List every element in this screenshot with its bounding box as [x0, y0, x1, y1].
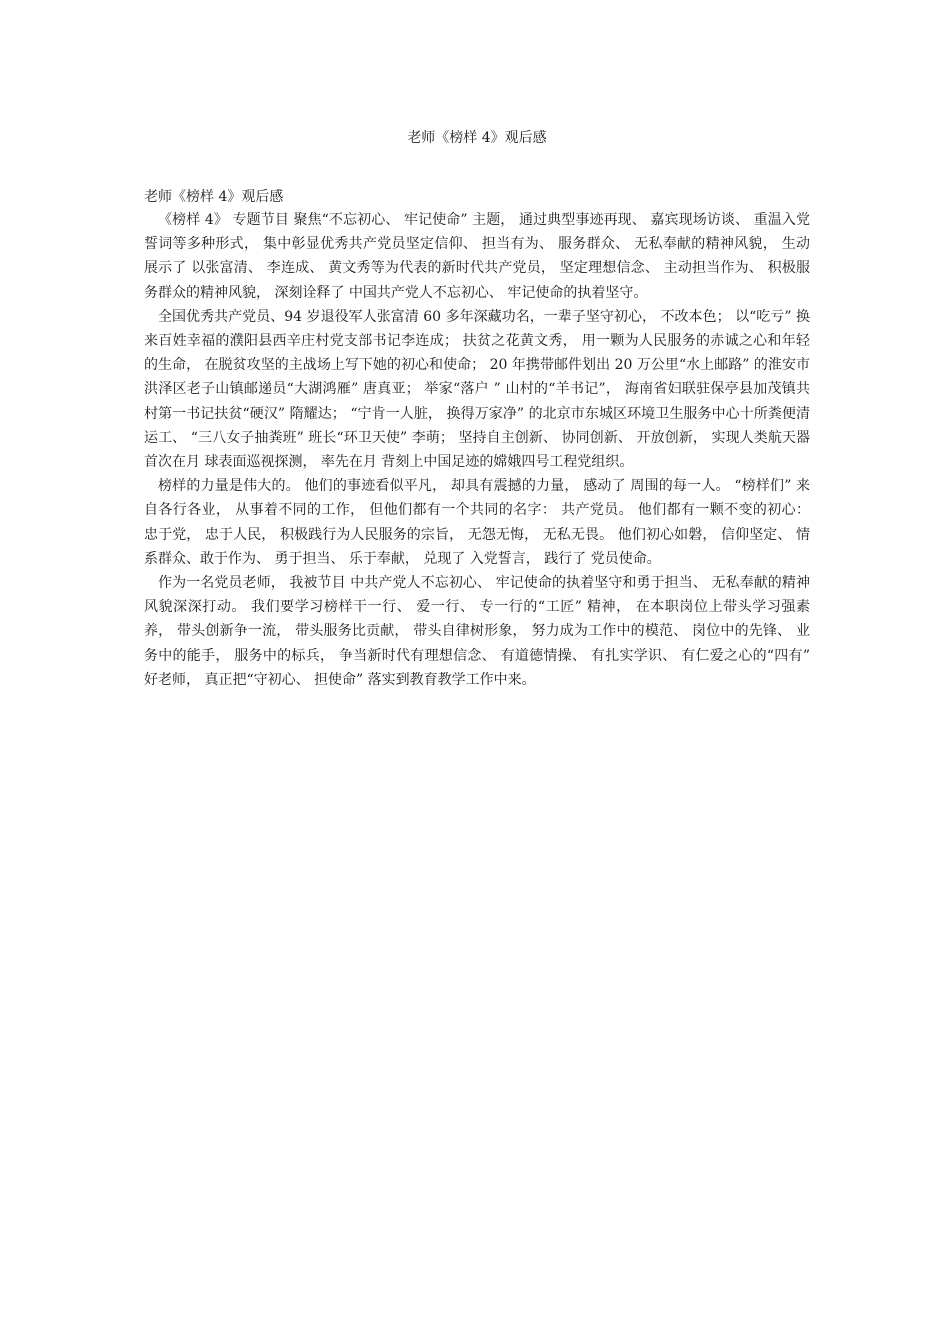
paragraph-role-models: 全国优秀共产党员、94 岁退役军人张富清 60 多年深藏功名，一辈子坚守初心， 不改本色； 以“吃亏” 换来百姓幸福的濮阳县西辛庄村党支部书记李连成； 扶贫之花黄文秀， 用一颗为人民服务的赤诚之心和年轻的生命， 在脱贫攻坚的主战场上写下她的初心和使命； 20 年携带邮件划出 20 万公里“水上邮路” 的淮安市洪泽区老子山镇邮递员“大湖鸿雁” 唐真亚； 举家“落户 ” 山村的“羊书记”， 海南省妇联驻保亭县加茂镇共村第一书记扶贫“硬汉” 隋耀达； “宁肯一人脏， 换得万家净” 的北京市东城区环境卫生服务中心十所粪便清运工、 “三八女子抽粪班” 班长“环卫天使” 李萌； 坚持自主创新、 协同创新、 开放创新， 实现人类航天器首次在月 球表面巡视探测， 率先在月 背刻上中国足迹的嫦娥四号工程党组织。 — [144, 308, 810, 471]
document-subtitle: 老师《榜样 4》观后感 — [144, 189, 284, 205]
paragraph-power-of-example: 榜样的力量是伟大的。 他们的事迹看似平凡， 却具有震撼的力量， 感动了 周围的每一人。 “榜样们” 来自各行各业， 从事着不同的工作， 但他们都有一个共同的名字： 共产党员。 他们都有一颗不变的初心： 忠于党， 忠于人民， 积极践行为人民服务的宗旨， 无怨无悔， 无私无畏。 他们初心如磐， 信仰坚定、 情系群众、敢于作为、 勇于担当、 乐于奉献， 兑现了 入党誓言， 践行了 党员使命。 — [144, 478, 810, 567]
paragraph-intro: 《榜样 4》 专题节目 聚焦“不忘初心、 牢记使命” 主题， 通过典型事迹再现、 嘉宾现场访谈、 重温入党誓词等多种形式， 集中彰显优秀共产党员坚定信仰、 担当有为、 服务群众、 无私奉献的精神风貌， 生动展示了 以张富清、 李连成、 黄文秀等为代表的新时代共产党员， 坚定理想信念、 主动担当作为、 积极服务群众的精神风貌， 深刻诠释了 中国共产党人不忘初心、 牢记使命的执着坚守。 — [144, 212, 810, 301]
paragraph-teacher-reflection: 作为一名党员老师， 我被节目 中共产党人不忘初心、 牢记使命的执着坚守和勇于担当、 无私奉献的精神风貌深深打动。 我们要学习榜样干一行、 爱一行、 专一行的“工匠” 精神， 在本职岗位上带头学习强素养， 带头创新争一流， 带头服务比贡献， 带头自律树形象， 努力成为工作中的模范、 岗位中的先锋、 业务中的能手， 服务中的标兵， 争当新时代有理想信念、 有道德情操、 有扎实学识、 有仁爱之心的“四有” 好老师， 真正把“守初心、 担使命” 落实到教育教学工作中来。 — [144, 575, 810, 688]
document-title: 老师《榜样 4》观后感 — [407, 130, 547, 146]
